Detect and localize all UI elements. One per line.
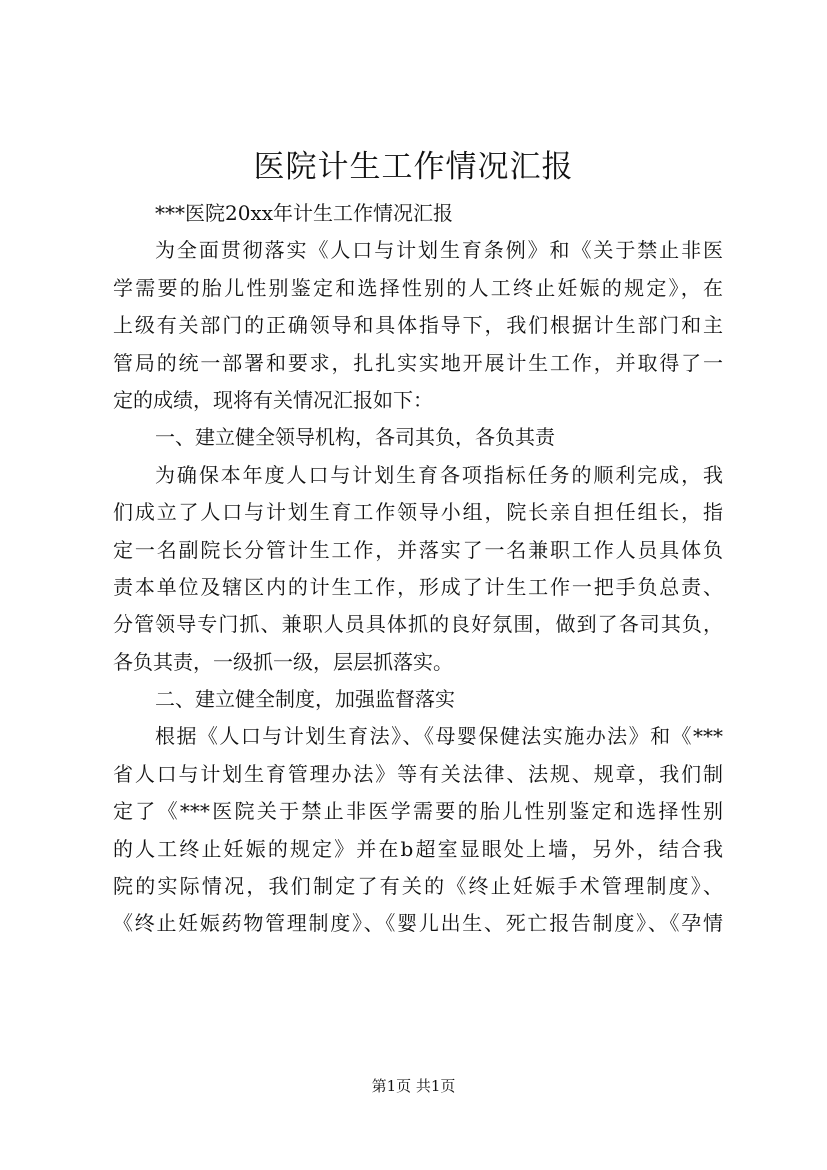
paragraph-line: 省人口与计划生育管理办法》等有关法律、法规、规章，我们制	[113, 761, 723, 786]
document-title: 医院计生工作情况汇报	[253, 149, 574, 185]
paragraph-line: 的人工终止妊娠的规定》并在b超室显眼处上墙，另外，结合我	[113, 836, 723, 861]
paragraph-line: 一、建立健全领导机构，各司其负，各负其责	[155, 425, 555, 450]
paragraph-line: 责本单位及辖区内的计生工作，形成了计生工作一把手负总责、	[113, 574, 723, 599]
document-body	[113, 195, 723, 943]
paragraph-line: 院的实际情况，我们制定了有关的《终止妊娠手术管理制度》、	[113, 874, 723, 899]
paragraph-line: 管局的统一部署和要求，扎扎实实地开展计生工作，并取得了一	[113, 350, 723, 375]
paragraph-line: 定的成绩，现将有关情况汇报如下：	[113, 387, 433, 412]
paragraph-line: 定了《***医院关于禁止非医学需要的胎儿性别鉴定和选择性别	[113, 799, 723, 824]
paragraph-line: 二、建立健全制度，加强监督落实	[155, 687, 455, 712]
paragraph-line: 为确保本年度人口与计划生育各项指标任务的顺利完成，我	[155, 462, 723, 487]
paragraph-line: 为全面贯彻落实《人口与计划生育条例》和《关于禁止非医	[155, 238, 723, 263]
paragraph-line: 根据《人口与计划生育法》、《母婴保健法实施办法》和《***	[155, 724, 723, 749]
paragraph-line: 学需要的胎儿性别鉴定和选择性别的人工终止妊娠的规定》，在	[113, 275, 723, 300]
paragraph-line: 《终止妊娠药物管理制度》、《婴儿出生、死亡报告制度》、《孕情	[113, 911, 723, 936]
paragraph-line: 上级有关部门的正确领导和具体指导下，我们根据计生部门和主	[113, 313, 723, 338]
paragraph-line: 分管领导专门抓、兼职人员具体抓的良好氛围，做到了各司其负，	[113, 612, 723, 637]
paragraph-line: 定一名副院长分管计生工作，并落实了一名兼职工作人员具体负	[113, 537, 723, 562]
paragraph-line: ***医院20xx年计生工作情况汇报	[155, 201, 454, 225]
page-footer: 第1页 共1页	[371, 1077, 456, 1095]
paragraph-line: 们成立了人口与计划生育工作领导小组，院长亲自担任组长，指	[113, 500, 723, 525]
paragraph-line: 各负其责，一级抓一级，层层抓落实。	[113, 649, 453, 674]
